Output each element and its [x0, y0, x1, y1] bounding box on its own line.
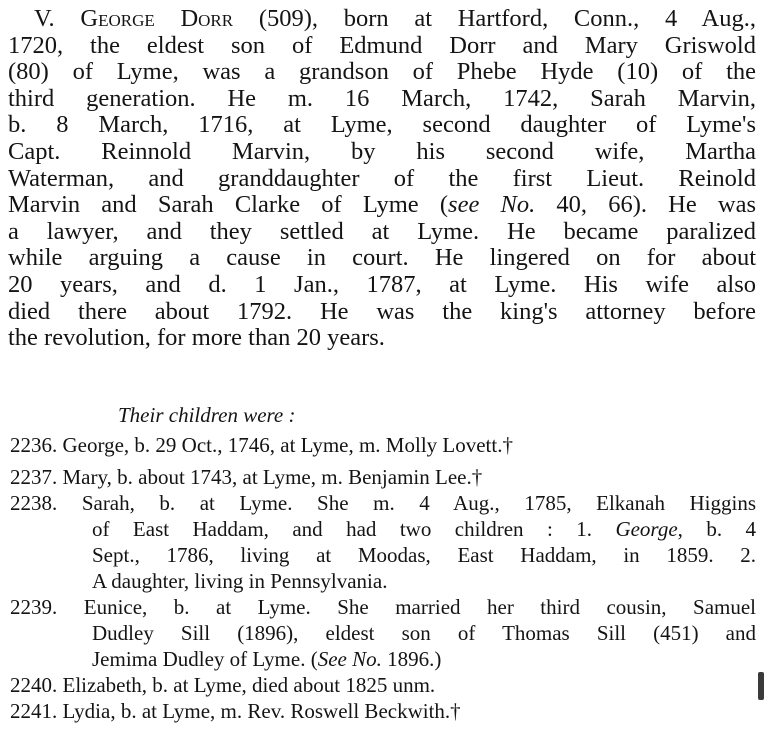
- paragraph-line: b. 8 March, 1716, at Lyme, second daughter of Lyme's: [8, 111, 756, 139]
- children-list: [10, 432, 756, 724]
- child-entry-2240: [10, 672, 756, 698]
- paragraph-line: (80) of Lyme, was a grandson of Phebe Hyde (10) of the: [8, 58, 756, 86]
- paragraph-line: the revolution, for more than 20 years.: [8, 324, 385, 352]
- entry-text: of East Haddam, and had two children : 1.: [92, 517, 616, 541]
- entry-line: [10, 646, 756, 672]
- entry-text: 1896.): [381, 647, 442, 671]
- entry-line: A daughter, living in Pennsylvania.: [92, 569, 388, 593]
- scan-edge-mark: [758, 672, 764, 700]
- entry-text: George, b. 29 Oct., 1746, at Lyme, m. Molly Lovett.†: [62, 433, 513, 457]
- child-entry-2238: [10, 490, 756, 594]
- paragraph-line: third generation. He m. 16 March, 1742, Sarah Marvin,: [8, 84, 756, 112]
- paragraph-line-text: Marvin and Sarah Clarke of Lyme (: [8, 191, 449, 219]
- entry-text: Eunice, b. at Lyme. She married her third cousin, Samuel: [83, 595, 757, 619]
- child-entry-2241: [10, 698, 756, 724]
- entry-line: Sept., 1786, living at Moodas, East Haddam, in 1859. 2.: [92, 543, 756, 567]
- child-entry-2237: [10, 464, 756, 490]
- children-heading: Their children were :: [118, 403, 296, 427]
- paragraph-line: while arguing a cause in court. He lingered on for about: [8, 244, 756, 272]
- person-name: George Dorr: [80, 5, 234, 32]
- entry-line: Dudley Sill (1896), eldest son of Thomas Sill (451) and: [92, 621, 756, 645]
- entry-number: 2241.: [10, 699, 58, 723]
- entry-number: 2240.: [10, 673, 58, 697]
- cross-reference: see No.: [448, 191, 536, 219]
- paragraph-line: [8, 6, 756, 33]
- entry-number: 2239.: [10, 595, 58, 619]
- paragraph-line: 20 years, and d. 1 Jan., 1787, at Lyme. His wife also: [8, 270, 756, 298]
- entry-text: , b. 4: [677, 517, 756, 541]
- paragraph-line: Waterman, and granddaughter of the first Lieut. Reinold: [8, 164, 756, 192]
- paragraph-line-text: 40, 66). He was: [535, 191, 757, 219]
- entry-line: [10, 432, 756, 458]
- paragraph-line: a lawyer, and they settled at Lyme. He became paralized: [8, 217, 756, 245]
- entry-number: 2238.: [10, 491, 58, 515]
- cross-reference: See No.: [317, 647, 382, 671]
- entry-text: Mary, b. about 1743, at Lyme, m. Benjamin Lee.†: [62, 465, 483, 489]
- paragraph-line: died there about 1792. He was the king's attorney before: [8, 297, 756, 325]
- paragraph-line: 1720, the eldest son of Edmund Dorr and Mary Griswold: [8, 31, 756, 59]
- entry-line: [10, 698, 756, 724]
- entry-number: 2236.: [10, 433, 58, 457]
- generation-numeral: V.: [34, 5, 55, 32]
- entry-line: [10, 672, 756, 698]
- entry-text: Lydia, b. at Lyme, m. Rev. Roswell Beckwith.†: [62, 699, 461, 723]
- entry-text: Jemima Dudley of Lyme. (: [92, 647, 318, 671]
- child-entry-2239: [10, 594, 756, 672]
- entry-line: [10, 464, 756, 490]
- entry-line: [10, 594, 756, 620]
- paragraph-line-text: (509), born at Hartford, Conn., 4 Aug.,: [233, 5, 756, 32]
- paragraph-line: [8, 192, 756, 219]
- biography-paragraph: [8, 6, 756, 352]
- entry-line: [10, 490, 756, 516]
- entry-number: 2237.: [10, 465, 58, 489]
- paragraph-line: Capt. Reinnold Marvin, by his second wife, Martha: [8, 137, 756, 165]
- entry-text: Elizabeth, b. at Lyme, died about 1825 unm.: [62, 673, 436, 697]
- child-name: George: [615, 517, 678, 541]
- child-entry-2236: [10, 432, 756, 458]
- entry-line: [10, 516, 756, 542]
- entry-text: Sarah, b. at Lyme. She m. 4 Aug., 1785, Elkanah Higgins: [81, 491, 757, 515]
